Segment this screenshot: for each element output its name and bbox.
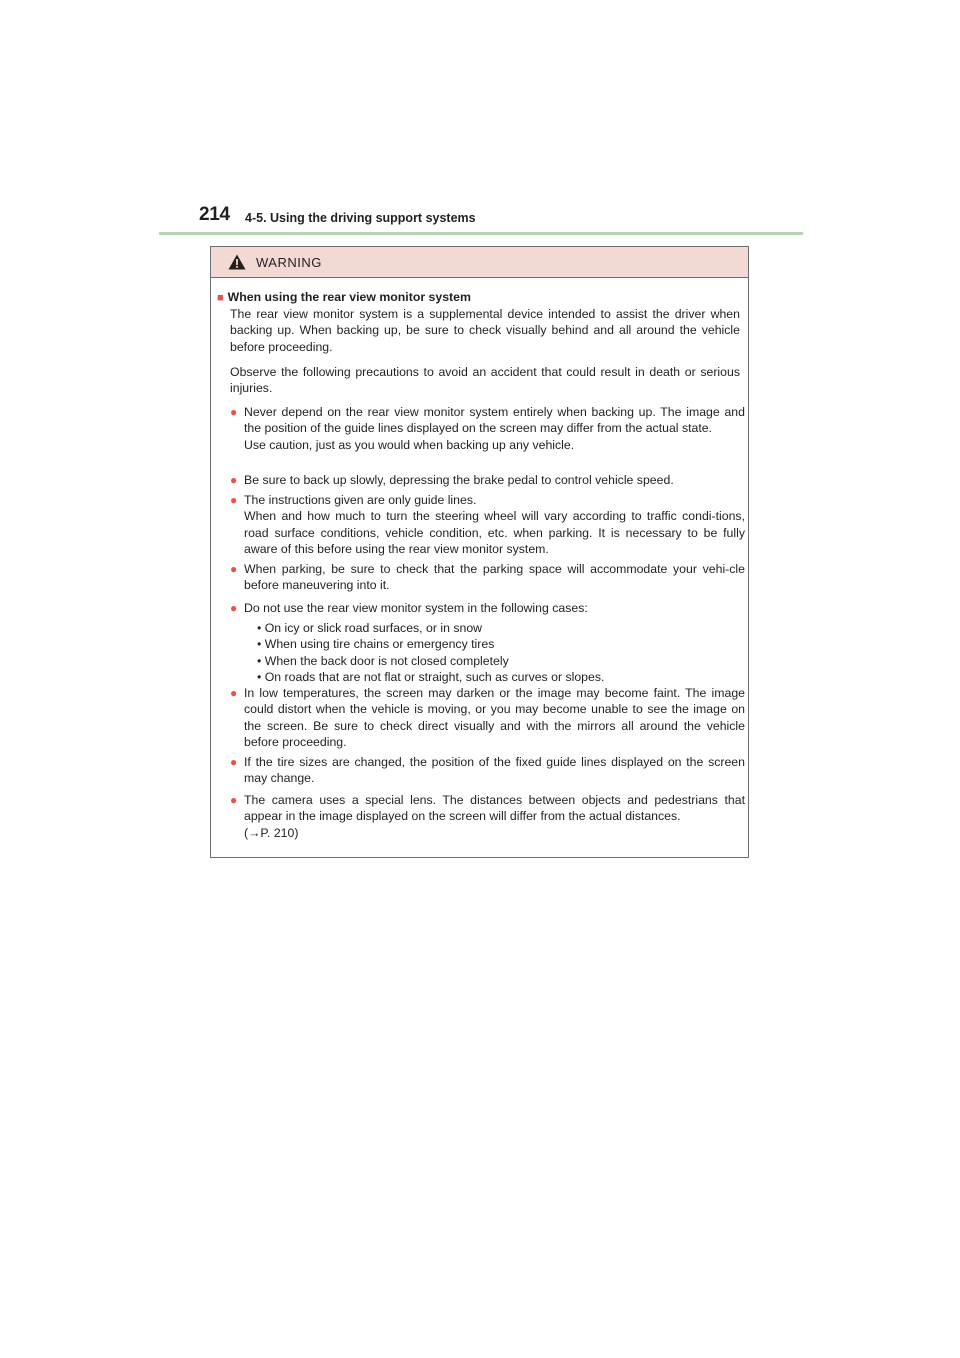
warning-header [211, 247, 748, 278]
circle-bullet-icon: ● [230, 405, 238, 419]
bullet-extra-text: Use caution, just as you would when backing up any vehicle. [244, 437, 575, 452]
bullet-text: Never depend on the rear view monitor system entirely when backing up. The image and the position of the guide lines displayed on the screen may differ from the actual state. [244, 405, 745, 436]
bullet-text: In low temperatures, the screen may darken or the image may become faint. The image could distort when the vehicle is moving, or you may become unable to see the image on the screen. Be sure to check direct visually and with the mirrors all around the vehicle before proceeding. [244, 686, 745, 750]
warning-box [210, 246, 749, 858]
sub-list-item: • When using tire chains or emergency tires [257, 637, 495, 652]
page-reference: (→P. 210) [244, 825, 299, 840]
page-number: 214 [199, 204, 230, 225]
circle-bullet-icon: ● [230, 601, 238, 615]
warning-heading [217, 289, 471, 306]
bullet-extra-text: When and how much to turn the steering wheel will vary according to traffic condi-tions, road surface conditions, vehicle condition, etc. when parking. It is necessary to be fully aware of this before using the rear view monitor system. [244, 509, 745, 557]
bullet-text: The camera uses a special lens. The distances between objects and pedestrians that appear in the image displayed on the screen will differ from the actual distances. [244, 793, 745, 824]
circle-bullet-icon: ● [230, 562, 238, 576]
bullet-text: If the tire sizes are changed, the position of the fixed guide lines displayed on the screen may change. [244, 755, 745, 786]
bullet-text: Do not use the rear view monitor system in the following cases: [244, 601, 588, 615]
intro-paragraph-1: The rear view monitor system is a supplemental device intended to assist the driver when backing up. When backing up, be sure to check visually behind and all around the vehicle before proceeding. [230, 307, 740, 354]
square-bullet-icon: ■ [217, 292, 224, 304]
warning-triangle-icon [228, 254, 246, 270]
bullet-text: When parking, be sure to check that the parking space will accommodate your vehi-cle before maneuvering into it. [244, 562, 745, 593]
circle-bullet-icon: ● [230, 473, 238, 487]
section-title: 4-5. Using the driving support systems [245, 211, 476, 225]
circle-bullet-icon: ● [230, 686, 238, 700]
intro-paragraph-2: Observe the following precautions to avoid an accident that could result in death or serious injuries. [230, 365, 740, 396]
warning-title: WARNING [256, 255, 322, 270]
sub-list-item: • On roads that are not flat or straight, such as curves or slopes. [257, 670, 605, 685]
circle-bullet-icon: ● [230, 755, 238, 769]
circle-bullet-icon: ● [230, 493, 238, 507]
header-divider [159, 232, 803, 235]
warning-heading-text: When using the rear view monitor system [227, 290, 471, 304]
bullet-text: Be sure to back up slowly, depressing the brake pedal to control vehicle speed. [244, 473, 674, 487]
page-header [199, 204, 803, 234]
circle-bullet-icon: ● [230, 793, 238, 807]
sub-list [257, 620, 604, 686]
bullet-text: The instructions given are only guide lines. [244, 493, 477, 507]
sub-list-item: • On icy or slick road surfaces, or in snow [257, 621, 483, 635]
sub-list-item: • When the back door is not closed completely [257, 653, 509, 668]
